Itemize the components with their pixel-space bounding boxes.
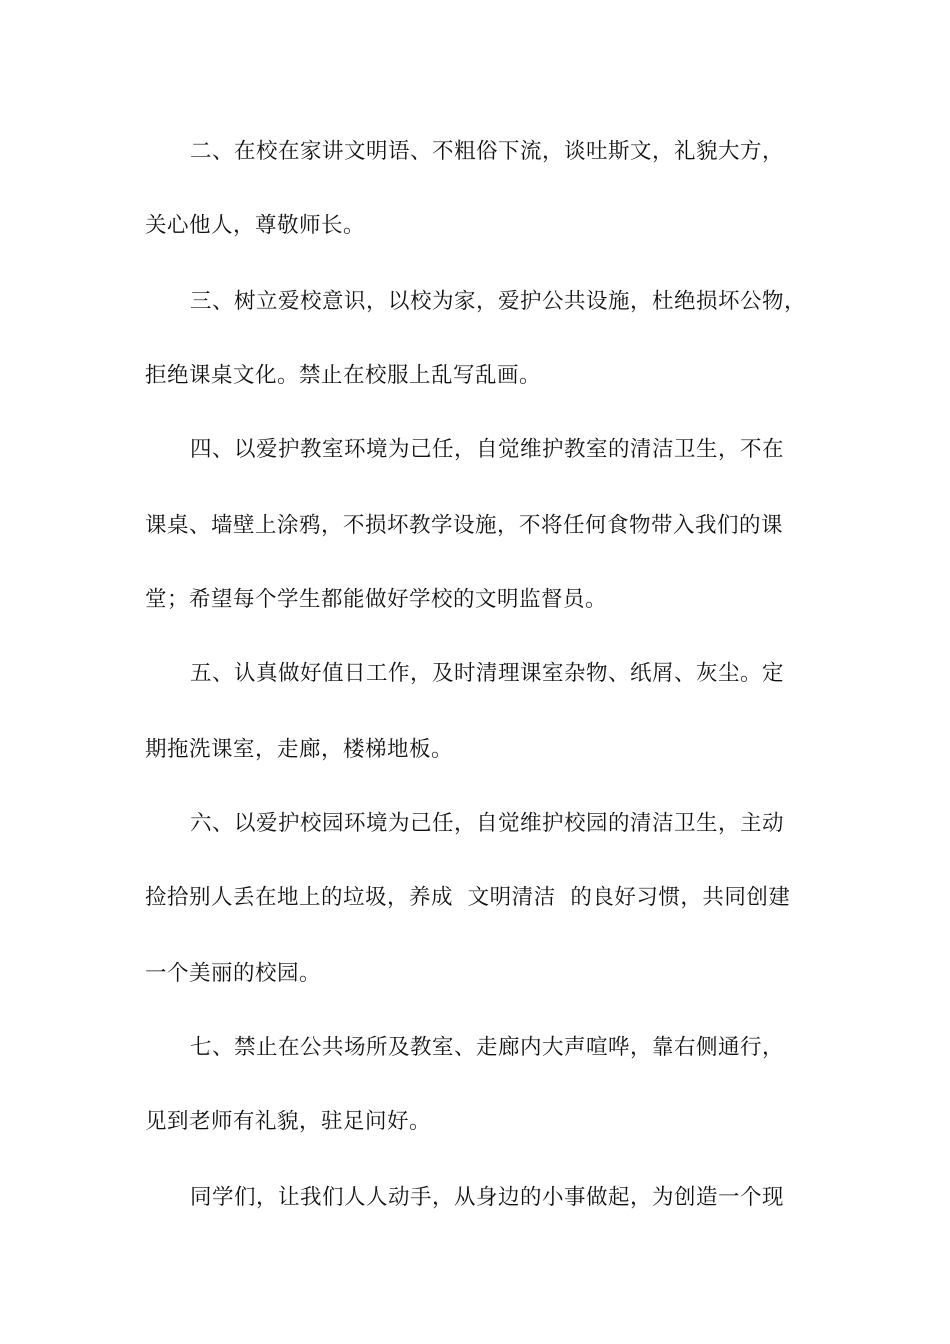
paragraph-item-4-line-3: 堂；希望每个学生都能做好学校的文明监督员。 xyxy=(145,587,608,612)
paragraph-item-5-line-1: 五、认真做好值日工作，及时清理课室杂物、纸屑、灰尘。定 xyxy=(190,661,785,686)
paragraph-item-2-line-2: 关心他人，尊敬师长。 xyxy=(145,213,366,238)
paragraph-item-7-line-1: 七、禁止在公共场所及教室、走廊内大声喧哗，靠右侧通行， xyxy=(190,1035,785,1060)
paragraph-item-3-line-1: 三、树立爱校意识，以校为家，爱护公共设施，杜绝损坏公物， xyxy=(190,289,807,314)
paragraph-item-4-line-1: 四、以爱护教室环境为己任，自觉维护教室的清洁卫生，不在 xyxy=(190,437,785,462)
paragraph-closing-line-1: 同学们，让我们人人动手，从身边的小事做起，为创造一个现 xyxy=(190,1185,785,1210)
paragraph-item-7-line-2: 见到老师有礼貌，驻足问好。 xyxy=(145,1109,432,1134)
paragraph-item-4-line-2: 课桌、墙壁上涂鸦，不损坏教学设施，不将任何食物带入我们的课 xyxy=(145,513,784,538)
paragraph-item-3-line-2: 拒绝课桌文化。禁止在校服上乱写乱画。 xyxy=(145,363,542,388)
paragraph-item-6-line-2: 捡拾别人丢在地上的垃圾，养成 文明清洁 的良好习惯，共同创建 xyxy=(145,885,791,910)
paragraph-item-6-line-3: 一个美丽的校园。 xyxy=(145,961,322,986)
paragraph-item-5-line-2: 期拖洗课室，走廊，楼梯地板。 xyxy=(145,737,454,762)
paragraph-item-6-line-1: 六、以爱护校园环境为己任，自觉维护校园的清洁卫生，主动 xyxy=(190,811,785,836)
paragraph-item-2-line-1: 二、在校在家讲文明语、不粗俗下流，谈吐斯文，礼貌大方， xyxy=(190,139,785,164)
